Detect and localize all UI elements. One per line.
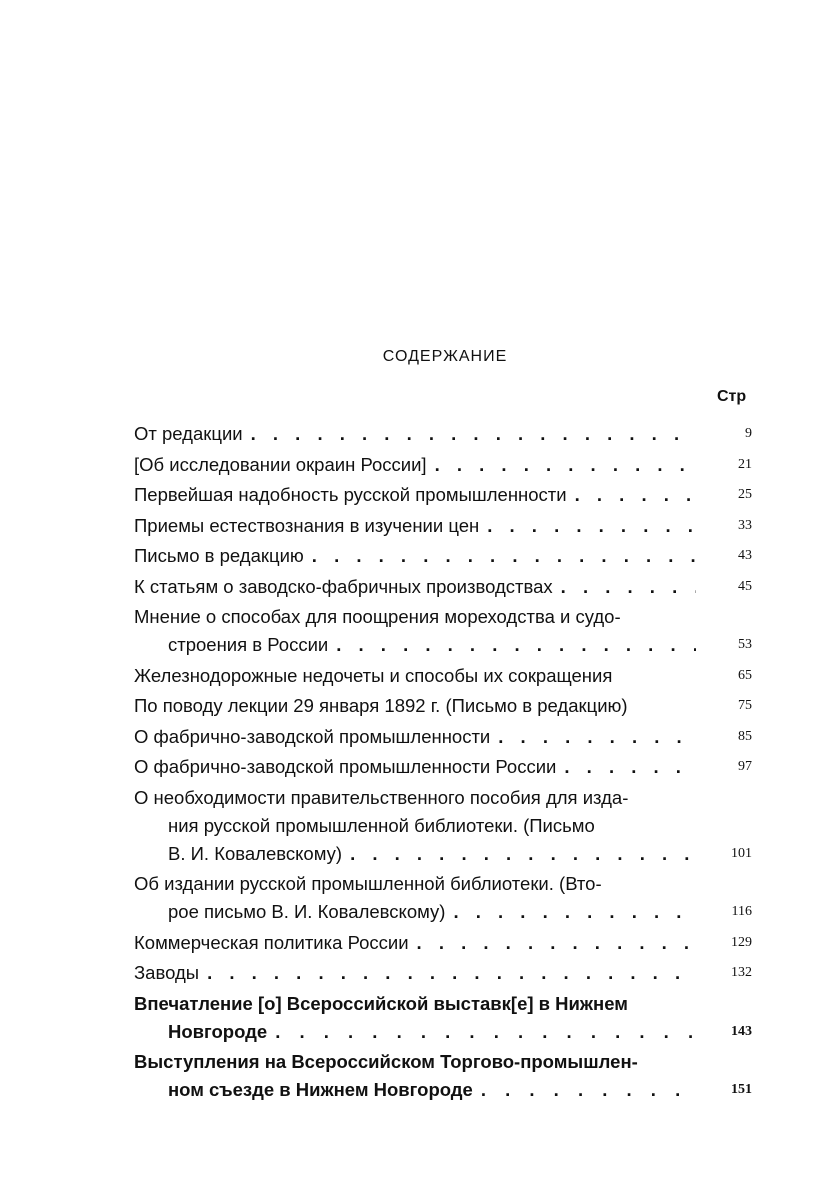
toc-entry-title-line: [Об исследовании окраин России] <box>134 453 427 475</box>
toc-entry[interactable] <box>134 784 752 868</box>
dot-leader <box>350 840 696 868</box>
toc-entry-page-number: 25 <box>738 487 752 502</box>
dot-leader <box>575 481 696 509</box>
toc-entry-title-line: Мнение о способах для поощрения мореходства и судо- <box>134 606 621 627</box>
toc-entry-page-number: 65 <box>738 667 752 683</box>
toc-entry-page-number: 151 <box>731 1082 752 1097</box>
toc-entry-page-number: 143 <box>731 1023 752 1039</box>
dot-leader <box>561 573 696 601</box>
toc-entry-title-line: Новгороде <box>168 1020 268 1042</box>
dot-leader <box>336 631 696 659</box>
toc-entry[interactable] <box>134 662 752 690</box>
toc-entry[interactable] <box>134 603 752 659</box>
toc-entry-title-line: Первейшая надобность русской промышленности <box>134 484 567 505</box>
toc-entry-title-line: строения в России <box>168 634 329 655</box>
dot-leader <box>498 723 696 751</box>
toc-entry[interactable] <box>134 929 752 957</box>
toc-entry[interactable] <box>134 870 752 926</box>
toc-entry-page-number: 21 <box>738 456 752 472</box>
toc-entry[interactable] <box>134 753 752 781</box>
toc-entry-page-number: 116 <box>731 904 752 919</box>
toc-entry-title-line: Выступления на Всероссийском Торгово-промышлен- <box>134 1051 638 1072</box>
toc-entry-page-number: 97 <box>738 759 752 774</box>
dot-leader <box>312 542 696 570</box>
toc-entry[interactable] <box>134 990 752 1046</box>
dot-leader <box>275 1018 696 1046</box>
dot-leader <box>453 898 696 926</box>
toc-entry-title-line: ния русской промышленной библиотеки. (Письмо <box>168 814 595 836</box>
toc-entry[interactable] <box>134 1048 752 1104</box>
toc-entry-title-line: О необходимости правительственного пособия для изда- <box>134 786 629 808</box>
toc-entry-title-line: Впечатление [о] Всероссийской выставк[е] в Нижнем <box>134 992 628 1014</box>
toc-entry-title-line: О фабрично-заводской промышленности России <box>134 756 557 777</box>
toc-heading: СОДЕРЖАНИЕ <box>382 348 508 365</box>
toc-entry-title-line: По поводу лекции 29 января 1892 г. (Письмо в редакцию) <box>134 695 628 716</box>
toc-entry-title-line: Приемы естествознания в изучении цен <box>134 514 480 536</box>
toc-entry[interactable] <box>134 542 752 570</box>
toc-entry-title-line: ном съезде в Нижнем Новгороде <box>168 1079 473 1100</box>
dot-leader <box>487 512 696 540</box>
dot-leader <box>481 1076 696 1104</box>
table-of-contents <box>134 420 752 1107</box>
toc-entry-page-number: 101 <box>731 845 752 861</box>
toc-entry-title-line: Письмо в редакцию <box>134 545 304 566</box>
dot-leader <box>435 451 696 479</box>
toc-entry[interactable] <box>134 420 752 448</box>
toc-entry-page-number: 53 <box>738 637 752 652</box>
toc-entry[interactable] <box>134 692 752 720</box>
dot-leader <box>417 929 696 957</box>
toc-entry-title-line: Заводы <box>134 962 200 983</box>
toc-entry-title-line: рое письмо В. И. Ковалевскому) <box>168 901 446 922</box>
toc-entry-page-number: 33 <box>738 517 752 533</box>
toc-entry-page-number: 9 <box>745 426 752 441</box>
toc-entry-title-line: К статьям о заводско-фабричных производствах <box>134 575 553 597</box>
toc-entry-title-line: О фабрично-заводской промышленности <box>134 725 491 747</box>
toc-entry-page-number: 43 <box>738 548 752 563</box>
toc-entry-page-number: 132 <box>731 965 752 980</box>
toc-entry-page-number: 129 <box>731 934 752 950</box>
toc-entry[interactable] <box>134 512 752 540</box>
toc-entry-title-line: Коммерческая политика России <box>134 931 409 953</box>
toc-entry[interactable] <box>134 573 752 601</box>
toc-entry-title-line: От редакции <box>134 423 243 444</box>
toc-entry[interactable] <box>134 451 752 479</box>
page-column-label: Стр <box>717 388 747 405</box>
toc-entry[interactable] <box>134 723 752 751</box>
dot-leader <box>251 420 696 448</box>
toc-entry[interactable] <box>134 959 752 987</box>
toc-entry[interactable] <box>134 481 752 509</box>
toc-entry-page-number: 45 <box>738 578 752 594</box>
toc-entry-page-number: 85 <box>738 728 752 744</box>
dot-leader <box>564 753 696 781</box>
toc-entry-title-line: Железнодорожные недочеты и способы их сокращения <box>134 664 613 686</box>
toc-entry-page-number: 75 <box>738 698 752 713</box>
dot-leader <box>207 959 696 987</box>
toc-entry-title-line: В. И. Ковалевскому) <box>168 842 343 864</box>
toc-entry-title-line: Об издании русской промышленной библиотеки. (Вто- <box>134 873 602 894</box>
